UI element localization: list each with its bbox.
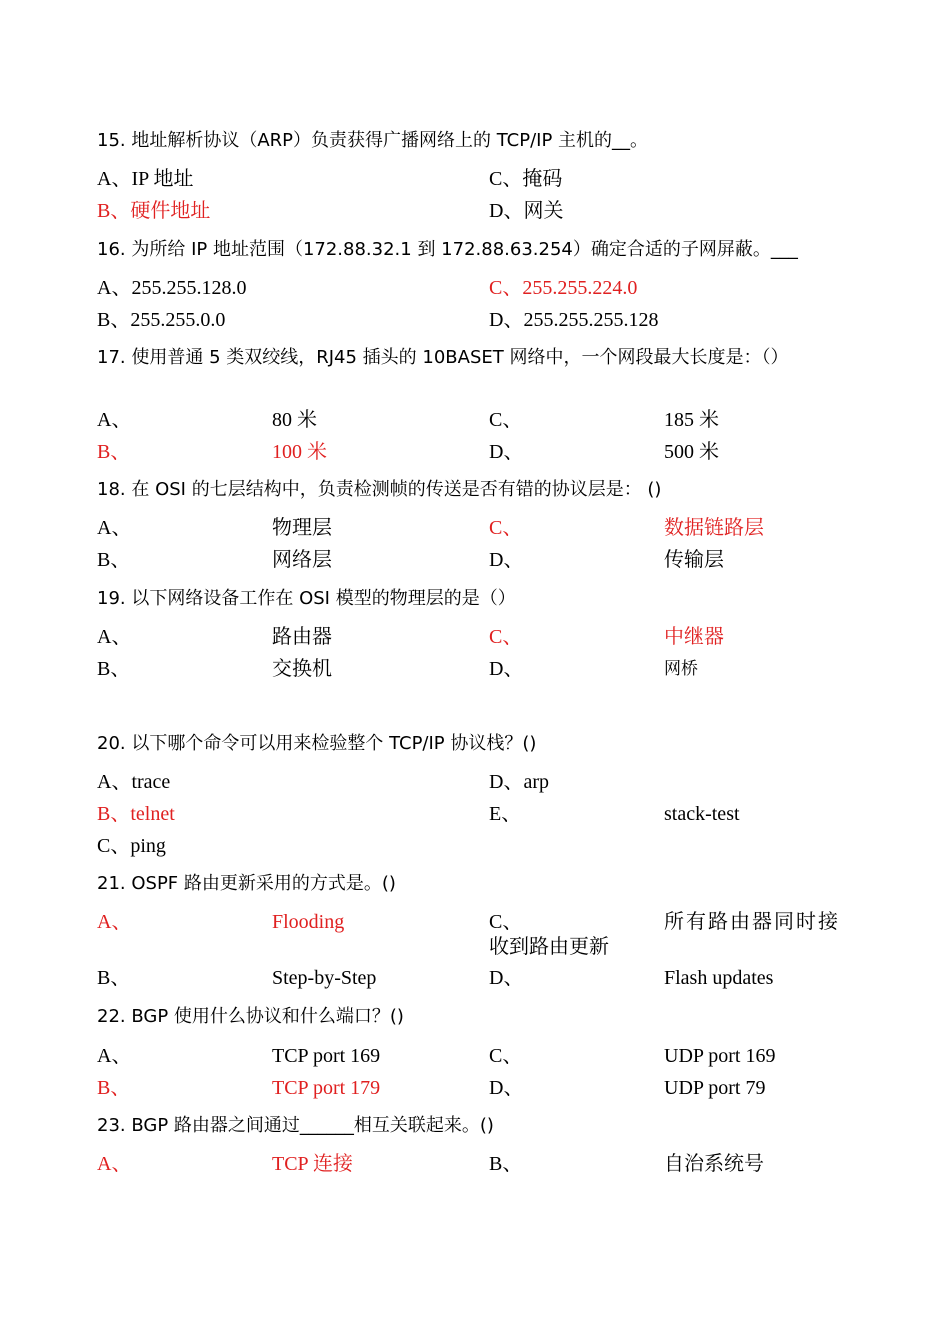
option-d: D、网关 — [489, 200, 564, 222]
option-a-letter: A、 — [97, 517, 132, 539]
option-b-letter-answer: B、 — [97, 441, 131, 463]
option-d-text: 传输层 — [664, 549, 724, 571]
option-a-text: TCP port 169 — [272, 1045, 381, 1067]
option-a-text-answer: TCP 连接 — [272, 1153, 353, 1175]
question-19: 19. 以下网络设备工作在 OSI 模型的物理层的是（） — [97, 588, 516, 609]
option-b-answer: B、telnet — [97, 803, 175, 825]
option-d-text: 500 米 — [664, 441, 719, 463]
option-b-letter: B、 — [97, 549, 131, 571]
option-a-letter: A、 — [97, 409, 132, 431]
option-c-text-answer: 数据链路层 — [664, 517, 764, 539]
option-c-letter-answer: C、 — [489, 517, 523, 539]
option-c-answer: C、255.255.224.0 — [489, 277, 638, 299]
option-b-text: 网络层 — [272, 549, 332, 571]
option-b-letter: B、 — [489, 1153, 523, 1175]
option-a-text-answer: Flooding — [272, 911, 345, 933]
option-d-letter: D、 — [489, 549, 524, 571]
option-b-answer: B、硬件地址 — [97, 200, 211, 222]
option-a: A、255.255.128.0 — [97, 277, 247, 299]
question-18: 18. 在 OSI 的七层结构中，负责检测帧的传送是否有错的协议层是： () — [97, 479, 662, 500]
option-a-letter: A、 — [97, 626, 132, 648]
option-d-letter: D、 — [489, 967, 524, 989]
option-d: D、255.255.255.128 — [489, 309, 659, 331]
option-c-text-answer: 中继器 — [664, 626, 724, 648]
option-a-letter: A、 — [97, 1045, 132, 1067]
option-b-text-answer: TCP port 179 — [272, 1077, 381, 1099]
option-a-text: 80 米 — [272, 409, 317, 431]
option-a-letter-answer: A、 — [97, 1153, 132, 1175]
option-d-letter: D、 — [489, 441, 524, 463]
option-c-letter: C、 — [489, 1045, 523, 1067]
option-a: A、trace — [97, 771, 171, 793]
option-d-letter: D、 — [489, 658, 524, 680]
option-b-text-answer: 100 米 — [272, 441, 327, 463]
option-c: C、ping — [97, 835, 166, 857]
option-b-letter-answer: B、 — [97, 1077, 131, 1099]
option-d: D、arp — [489, 771, 549, 793]
option-a-letter-answer: A、 — [97, 911, 132, 933]
option-b-text: 自治系统号 — [664, 1153, 764, 1175]
question-21: 21. OSPF 路由更新采用的方式是。() — [97, 873, 396, 894]
option-c: C、掩码 — [489, 168, 563, 190]
option-b-text: Step-by-Step — [272, 967, 377, 989]
option-c-text-line1: 所有路由器同时接 — [664, 911, 840, 933]
option-a: A、IP 地址 — [97, 168, 194, 190]
option-d-text: UDP port 79 — [664, 1077, 766, 1099]
option-b-letter: B、 — [97, 658, 131, 680]
question-22: 22. BGP 使用什么协议和什么端口？() — [97, 1006, 404, 1027]
question-23: 23. BGP 路由器之间通过______相互关联起来。() — [97, 1115, 494, 1136]
option-e-text: stack-test — [664, 803, 740, 825]
question-15: 15. 地址解析协议（ARP）负责获得广播网络上的 TCP/IP 主机的__。 — [97, 130, 649, 151]
option-c-letter: C、 — [489, 409, 523, 431]
option-c-letter-answer: C、 — [489, 626, 523, 648]
question-17: 17. 使用普通 5 类双绞线，RJ45 插头的 10BASET 网络中，一个网段最大长度是：（） — [97, 347, 789, 368]
option-a-text: 路由器 — [272, 626, 332, 648]
question-20: 20. 以下哪个命令可以用来检验整个 TCP/IP 协议栈？() — [97, 733, 537, 754]
option-b-text: 交换机 — [272, 658, 332, 680]
option-c-text: UDP port 169 — [664, 1045, 776, 1067]
question-16: 16. 为所给 IP 地址范围（172.88.32.1 到 172.88.63.254）确定合适的子网屏蔽。___ — [97, 239, 798, 260]
option-d-text: Flash updates — [664, 967, 774, 989]
option-d-letter: D、 — [489, 1077, 524, 1099]
option-c-text-line2: 收到路由更新 — [489, 936, 609, 958]
option-c-text: 185 米 — [664, 409, 719, 431]
option-d-text: 网桥 — [664, 659, 698, 678]
option-b-letter: B、 — [97, 967, 131, 989]
option-e-letter: E、 — [489, 803, 522, 825]
option-a-text: 物理层 — [272, 517, 332, 539]
option-b: B、255.255.0.0 — [97, 309, 226, 331]
option-c-letter: C、 — [489, 911, 523, 933]
